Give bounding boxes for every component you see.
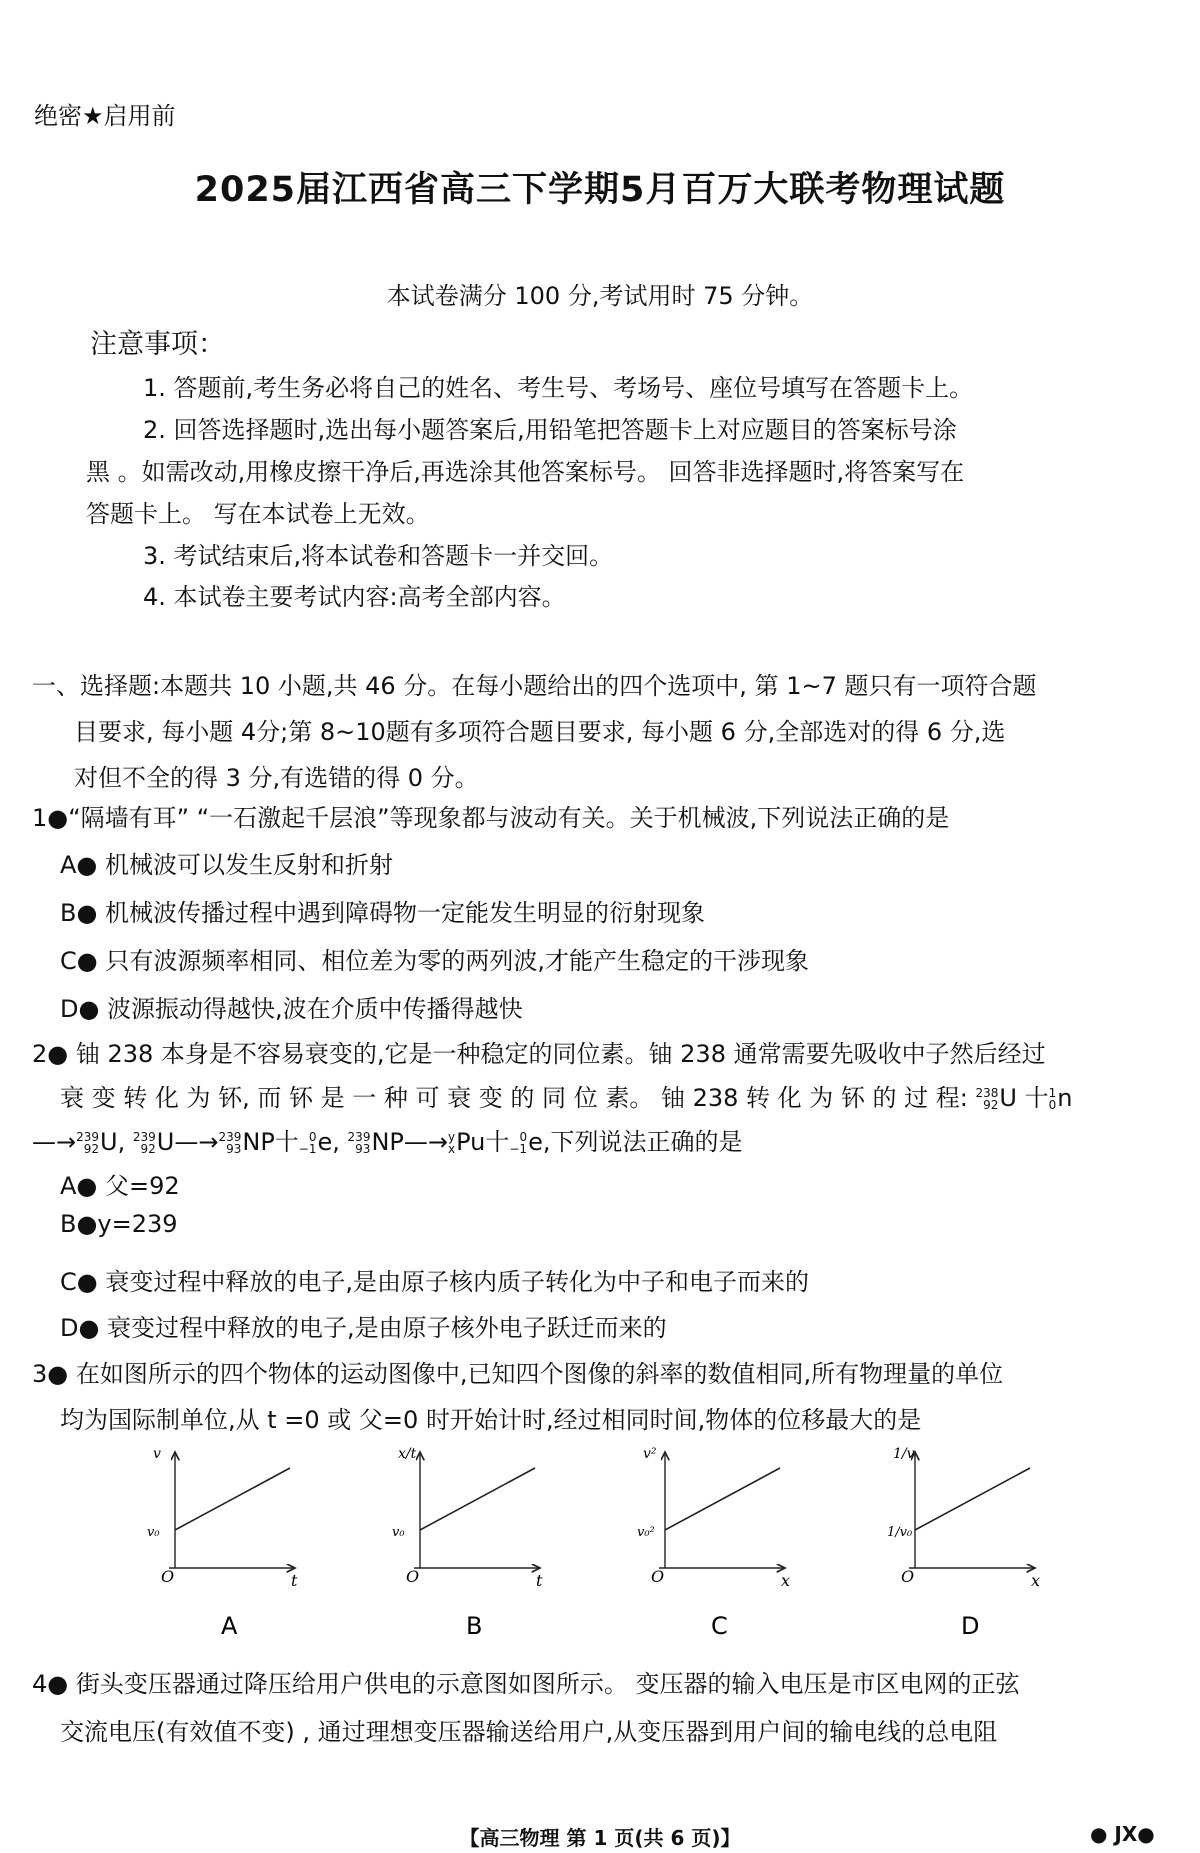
isotope-u239b-numbers: 239 92: [132, 1130, 156, 1156]
graph-option-label: D: [961, 1612, 980, 1640]
isotope-e1-numbers: 0 −1: [298, 1130, 317, 1156]
question-2-option-c: C● 衰变过程中释放的电子,是由原子核内质子转化为中子和电子而来的: [60, 1268, 809, 1296]
intercept-label: v₀: [392, 1525, 405, 1540]
origin-label: O: [406, 1567, 420, 1586]
graph-line: [915, 1468, 1030, 1530]
graph-option-label: B: [466, 1612, 483, 1640]
question-4-line-1: 4● 街头变压器通过降压给用户供电的示意图如图所示。 变压器的输入电压是市区电网的正弦: [32, 1670, 1020, 1698]
isotope-e2-numbers: 0 −1: [509, 1130, 528, 1156]
isotope-u239-numbers: 239 92: [76, 1130, 100, 1156]
eq-n-symbol: n: [1057, 1084, 1073, 1112]
graph-option-label: A: [221, 1612, 238, 1640]
x-axis-label: x: [1031, 1571, 1041, 1590]
y-axis-label: 1/v: [893, 1446, 915, 1462]
eq-u239-arrow: U—→: [156, 1128, 219, 1156]
intercept-label: v₀: [147, 1525, 160, 1540]
question-3-line-2: 均为国际制单位,从 t =0 或 父=0 时开始计时,经过相同时间,物体的位移最大的是: [60, 1406, 922, 1434]
question-2-option-a: A● 父=92: [60, 1172, 180, 1200]
isotope-n-numbers: 1 0: [1048, 1086, 1057, 1112]
section-1-line-2: 目要求, 每小题 4分;第 8~10题有多项符合题目要求, 每小题 6 分,全部选对的得 6 分,选: [74, 718, 1006, 746]
isotope-np-numbers: 239 93: [218, 1130, 242, 1156]
intercept-label: v₀²: [637, 1525, 655, 1540]
question-3-line-1: 3● 在如图所示的四个物体的运动图像中,已知四个图像的斜率的数值相同,所有物理量的单位: [32, 1360, 1004, 1388]
question-1-option-c: C● 只有波源频率相同、相位差为零的两列波,才能产生稳定的干涉现象: [60, 947, 809, 975]
eq-plus: 十: [1024, 1084, 1049, 1112]
eq-np-arrow: NP—→: [371, 1128, 448, 1156]
graph-line: [665, 1468, 780, 1530]
question-2-line-2-text: 衰 变 转 化 为 钚, 而 钚 是 一 种 可 衰 变 的 同 位 素。 铀 238 转 化 为 钚 的 过 程:: [60, 1084, 968, 1112]
secret-label: 绝密★启用前: [34, 102, 176, 130]
y-axis-label: x/t: [398, 1446, 417, 1462]
origin-label: O: [161, 1567, 175, 1586]
eq-e1: e,: [317, 1128, 340, 1156]
page-footer: 【高三物理 第 1 页(共 6 页)】: [459, 1826, 741, 1850]
question-2-option-d: D● 衰变过程中释放的电子,是由原子核外电子跃迁而来的: [60, 1314, 667, 1342]
page-title: 2025届江西省高三下学期5月百万大联考物理试题: [194, 170, 1006, 210]
graph-option-label: C: [711, 1612, 728, 1640]
eq-tail: ,下列说法正确的是: [542, 1128, 743, 1156]
question-2-line-1: 2● 铀 238 本身是不容易衰变的,它是一种稳定的同位素。铀 238 通常需要先吸收中子然后经过: [32, 1040, 1046, 1068]
notice-item-3: 3. 考试结束后,将本试卷和答题卡一并交回。: [143, 542, 614, 570]
y-axis-label: v²: [643, 1446, 657, 1462]
notice-item-1: 1. 答题前,考生务必将自己的姓名、考生号、考场号、座位号填写在答题卡上。: [143, 374, 974, 402]
section-1-line-3: 对但不全的得 3 分,有选错的得 0 分。: [74, 764, 479, 792]
motion-graphs: [0, 1440, 1200, 1660]
question-1-stem: 1●“隔墙有耳” “一石激起千层浪”等现象都与波动有关。关于机械波,下列说法正确的是: [32, 804, 950, 832]
question-4-line-2: 交流电压(有效值不变) , 通过理想变压器输送给用户,从变压器到用户间的输电线的总电阻: [60, 1718, 998, 1746]
y-axis-label: v: [153, 1446, 161, 1462]
origin-label: O: [901, 1567, 915, 1586]
x-axis-label: t: [536, 1571, 543, 1590]
origin-label: O: [651, 1567, 665, 1586]
notice-item-2-line-1: 2. 回答选择题时,选出每小题答案后,用铅笔把答题卡上对应题目的答案标号涂: [143, 416, 957, 444]
eq-u-symbol: U: [999, 1084, 1017, 1112]
graph-line: [175, 1468, 290, 1530]
eq-e2: e: [528, 1128, 543, 1156]
notice-item-2-line-2: 黑 。如需改动,用橡皮擦干净后,再选涂其他答案标号。 回答非选择题时,将答案写在: [86, 458, 965, 486]
isotope-u238-numbers: 238 92: [975, 1086, 999, 1112]
section-1-line-1: 一、选择题:本题共 10 小题,共 46 分。在每小题给出的四个选项中, 第 1~7 题只有一项符合题: [32, 672, 1037, 700]
isotope-pu-numbers: y x: [448, 1130, 456, 1156]
footer-code: ● JX●: [1090, 1822, 1155, 1846]
eq-u239: U,: [100, 1128, 126, 1156]
isotope-np2-numbers: 239 93: [347, 1130, 371, 1156]
question-1-option-a: A● 机械波可以发生反射和折射: [60, 851, 393, 879]
notice-heading: 注意事项：: [90, 329, 225, 360]
question-2-line-3: [32, 1122, 742, 1157]
notice-item-2-line-3: 答题卡上。 写在本试卷上无效。: [86, 500, 430, 528]
eq-np: NP十: [242, 1128, 299, 1156]
question-1-option-d: D● 波源振动得越快,波在介质中传播得越快: [60, 995, 523, 1023]
x-axis-label: x: [781, 1571, 791, 1590]
x-axis-label: t: [291, 1571, 298, 1590]
score-line: 本试卷满分 100 分,考试用时 75 分钟。: [386, 282, 814, 310]
question-2-option-b: B●y=239: [60, 1210, 178, 1238]
notice-item-4: 4. 本试卷主要考试内容:高考全部内容。: [143, 583, 566, 611]
graph-line: [420, 1468, 535, 1530]
question-1-option-b: B● 机械波传播过程中遇到障碍物一定能发生明显的衍射现象: [60, 899, 706, 927]
eq-arrow: —→: [32, 1128, 77, 1156]
intercept-label: 1/v₀: [887, 1525, 913, 1540]
eq-pu: Pu十: [456, 1128, 510, 1156]
question-2-line-2: [60, 1078, 1073, 1113]
